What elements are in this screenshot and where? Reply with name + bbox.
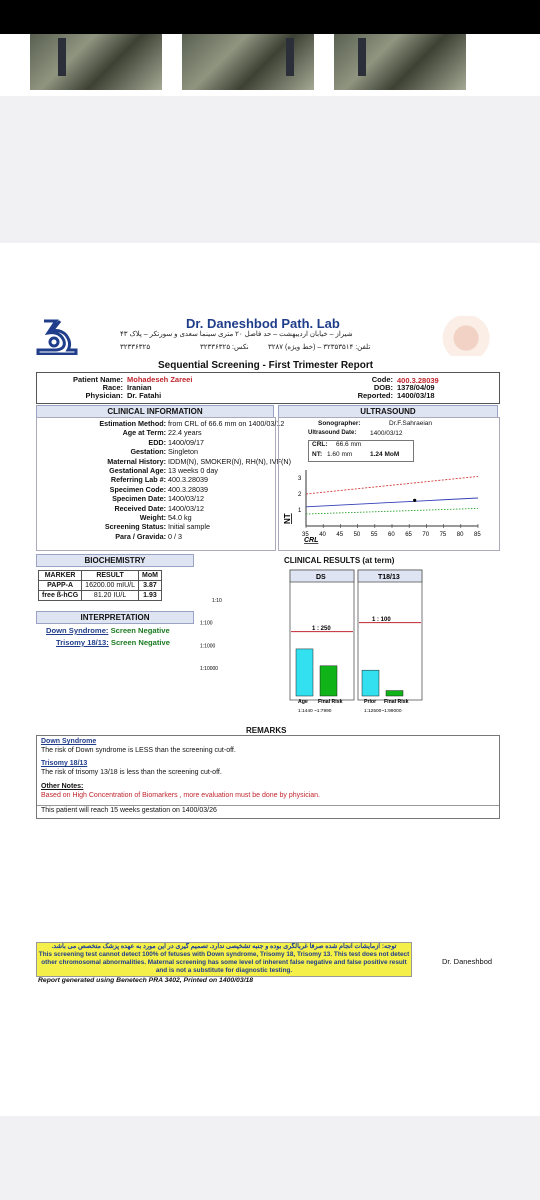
clinical-row-key: Received Date: xyxy=(114,503,166,513)
ds-bar xyxy=(296,649,313,696)
generated-note: Report generated using Benetech PRA 3402, Printed on 1400/03/18 xyxy=(38,977,254,984)
ultrasound-heading: ULTRASOUND xyxy=(278,405,498,418)
clinical-row-key: Weight: xyxy=(139,513,166,522)
clinical-row xyxy=(38,428,202,437)
nt-mom: 1.24 MoM xyxy=(370,451,400,458)
clinical-row xyxy=(38,447,198,456)
disclaimer-fa: توجه: آزمایشات انجام شده صرفا غربالگری بوده و جنبه تشخیصی ندارد. تصمیم گیری در این مورد به عهده پزشک متخصص می باشد. xyxy=(51,943,397,950)
code: 400.3.28039 xyxy=(397,376,439,385)
clinical-row-key: Specimen Code: xyxy=(109,484,166,494)
x-tick-label: 50 xyxy=(353,532,361,538)
remark-t18-text: The risk of trisomy 13/18 is less than the screening cut-off. xyxy=(41,769,222,776)
crl-label: CRL: xyxy=(312,441,328,448)
remark-t18-heading[interactable]: Trisomy 18/13 xyxy=(41,760,88,767)
sonographer-label: Sonographer: xyxy=(318,420,361,427)
reported: 1400/03/18 xyxy=(397,391,435,400)
upper-reference-line xyxy=(306,476,478,494)
t18-bar xyxy=(362,670,379,696)
crl-value: 66.6 mm xyxy=(336,441,362,448)
clinical-row xyxy=(38,466,218,475)
risk-y-tick-label: 1:10000 xyxy=(200,666,219,672)
clinical-row-key: Estimation Method: xyxy=(99,419,166,428)
t18-interpretation-label[interactable]: Trisomy 18/13: xyxy=(56,638,109,647)
clinical-row-value: from CRL of 66.6 mm on 1400/03/12 xyxy=(166,419,285,428)
t18-cutoff-label: 1 : 100 xyxy=(372,617,391,623)
col-mom: MoM xyxy=(138,571,161,581)
lab-name: Dr. Daneshbod Path. Lab xyxy=(186,316,340,331)
clinical-row-value: 0 / 3 xyxy=(166,531,182,541)
clinical-row xyxy=(38,457,291,466)
clinical-row-key: Specimen Date: xyxy=(112,494,166,504)
page-bottom-area xyxy=(0,1117,540,1200)
status-bar xyxy=(0,0,540,34)
ds-bar-label: Final Risk xyxy=(318,699,343,705)
reported-label: Reported: xyxy=(357,391,393,400)
median-reference-line xyxy=(306,498,478,507)
ds-header-label: DS xyxy=(316,574,326,581)
col-result: RESULT xyxy=(82,571,139,581)
physician-label: Physician: xyxy=(85,391,123,400)
clinical-row-value: 1400/03/12 xyxy=(166,494,204,504)
risk-y-tick-label: 1:100 xyxy=(200,620,213,627)
t18-bar-values: 1:12500~1:99000 xyxy=(364,709,402,714)
table-row: PAPP-A 16200.00 mIU/L 3.87 xyxy=(39,581,162,591)
clinical-row-value: 400.3.28039 xyxy=(166,484,208,494)
biochemistry-heading: BIOCHEMISTRY xyxy=(36,554,194,567)
x-tick-label: 55 xyxy=(370,532,378,538)
lab-logo-icon xyxy=(34,319,78,355)
clinical-row-key: Age at Term: xyxy=(122,428,166,438)
lab-fax: ۳۲۳۳۶۳۲۵ xyxy=(120,344,151,351)
t18-interpretation-result: Screen Negative xyxy=(110,638,170,647)
clinical-row xyxy=(38,475,208,484)
clinical-row-key: EDD: xyxy=(148,437,166,447)
remark-other-heading: Other Notes: xyxy=(41,783,84,790)
patient-name-label: Patient Name: xyxy=(72,375,123,384)
y-axis-label: NT xyxy=(283,513,292,524)
clinical-row-value: 22.4 years xyxy=(166,428,202,438)
nt-label: NT: xyxy=(312,451,323,458)
race-label: Race: xyxy=(102,383,123,392)
race: Iranian xyxy=(127,383,152,392)
t18-bar-label: Final Risk xyxy=(384,699,409,705)
risk-y-tick-label: 1:1000 xyxy=(200,643,216,650)
remarks-title: REMARKS xyxy=(246,726,287,735)
remark-ds-text: The risk of Down syndrome is LESS than the screening cut-off. xyxy=(41,747,236,754)
clinical-row-value: 400.3.28039 xyxy=(166,475,208,485)
clinical-row-key: Referring Lab #: xyxy=(110,475,166,485)
code-label: Code: xyxy=(371,375,393,384)
x-tick-label: 65 xyxy=(405,532,412,538)
lab-address: شیراز – خیابان اردیبهشت – حد فاصل ۲۰ متری سینما سعدی و سورتکر – پلاک ۴۳ xyxy=(120,331,353,338)
ultrasound-images-strip xyxy=(0,34,540,96)
ultrasound-image[interactable] xyxy=(334,34,466,90)
remarks-box xyxy=(36,735,500,819)
clinical-row-value: Initial sample xyxy=(166,522,210,532)
ds-bar xyxy=(320,666,337,696)
disclaimer-en: This screening test cannot detect 100% of fetuses with Down syndrome, Trisomy 18, Trisomy 13. This test does not detect other chromosomal abnormalities. Maternal screening has some level of inherent false negative and false positive result and is not a substitute for diagnostic testing. xyxy=(38,951,410,974)
clinical-row-key: Para / Gravida: xyxy=(115,531,166,541)
t18-header-label: T18/13 xyxy=(378,574,400,581)
ds-interpretation-result: Screen Negative xyxy=(110,626,170,635)
clinical-results-title: CLINICAL RESULTS (at term) xyxy=(284,556,395,565)
ds-bar-label: Age xyxy=(298,699,308,705)
x-axis-label: CRL xyxy=(304,537,319,544)
table-row: free ß-hCG 81.20 IU/L 1.93 xyxy=(39,591,162,601)
x-tick-label: 80 xyxy=(456,532,464,538)
y-tick-label: 2 xyxy=(298,492,302,498)
patient-info-box xyxy=(36,372,500,404)
clinical-row-value: 1400/03/12 xyxy=(166,503,204,513)
y-tick-label: 3 xyxy=(298,476,302,482)
clinical-row xyxy=(38,494,204,503)
t18-interpretation xyxy=(56,638,170,647)
patient-nt-point xyxy=(413,499,416,502)
clinical-row xyxy=(38,513,192,522)
disclaimer-box xyxy=(36,942,412,977)
x-tick-label: 60 xyxy=(388,532,395,538)
clinical-row-key: Screening Status: xyxy=(104,522,166,532)
clinical-row-value: 54.0 kg xyxy=(166,513,192,522)
clinical-row-value: 13 weeks 0 day xyxy=(166,466,218,475)
dob: 1378/04/09 xyxy=(397,383,435,392)
nt-crl-chart xyxy=(282,466,496,548)
x-tick-label: 75 xyxy=(439,532,447,538)
x-tick-label: 40 xyxy=(319,532,326,538)
risk-y-tick-label: 1:10 xyxy=(212,598,222,604)
report-title: Sequential Screening - First Trimester Report xyxy=(158,360,374,371)
remark-other-text: Based on High Concentration of Biomarkers , more evaluation must be done by physician. xyxy=(41,792,320,799)
ultrasound-date: 1400/03/12 xyxy=(370,430,403,437)
signature: Dr. Daneshbod xyxy=(442,957,493,966)
nt-value: 1.60 mm xyxy=(327,451,353,458)
interpretation-heading: INTERPRETATION xyxy=(36,611,194,624)
col-marker: MARKER xyxy=(39,571,82,581)
clinical-info-heading: CLINICAL INFORMATION xyxy=(36,405,274,418)
clinical-row xyxy=(38,532,182,541)
t18-bar-label: Prior xyxy=(364,699,377,705)
biochemistry-table xyxy=(38,570,162,601)
risk-chart xyxy=(196,568,498,716)
clinical-row-value: IDDM(N), SMOKER(N), RH(N), IVF(N) xyxy=(166,456,291,466)
x-tick-label: 35 xyxy=(302,532,309,538)
clinical-row-value: Singleton xyxy=(166,447,198,457)
dob-label: DOB: xyxy=(373,383,393,392)
clinical-row xyxy=(38,504,204,513)
ds-interpretation-label[interactable]: Down Syndrome: xyxy=(46,626,109,635)
x-tick-label: 70 xyxy=(422,532,430,538)
t18-bar xyxy=(386,691,403,696)
ds-cutoff-label: 1 : 250 xyxy=(312,626,331,632)
mother-baby-photo xyxy=(440,316,498,356)
clinical-row xyxy=(38,485,208,494)
ds-interpretation xyxy=(46,626,170,635)
ultrasound-image[interactable] xyxy=(30,34,162,90)
ultrasound-image[interactable] xyxy=(182,34,314,90)
lab-fax-label: نکس: ۳۲۳۳۶۳۲۵ xyxy=(200,344,249,351)
clinical-row-key: Gestation: xyxy=(130,447,166,457)
clinical-row-value: 1400/09/17 xyxy=(166,437,204,447)
lower-reference-line xyxy=(306,508,478,514)
clinical-row xyxy=(38,522,210,531)
x-tick-label: 45 xyxy=(336,532,344,538)
clinical-row xyxy=(38,438,204,447)
clinical-row xyxy=(38,419,284,428)
clinical-row-key: Maternal History: xyxy=(107,456,166,466)
y-tick-label: 1 xyxy=(298,508,302,514)
remark-weeks-text: This patient will reach 15 weeks gestation on 1400/03/26 xyxy=(37,805,499,814)
physician: Dr. Fatahi xyxy=(127,391,162,400)
sonographer: Dr.F.Sahraeian xyxy=(389,420,432,427)
ultrasound-date-label: Ultrasound Date: xyxy=(308,430,357,436)
clinical-row-key: Gestational Age: xyxy=(109,466,166,475)
patient-name: Mohadeseh Zareei xyxy=(127,375,193,384)
x-tick-label: 85 xyxy=(474,532,481,538)
lab-phone: تلفن: ۳۲۳۵۳۵۱۴ – (خط ویژه) ۳۲۸۷ xyxy=(268,344,371,351)
ds-bar-values: 1:1440 ~1:7990 xyxy=(298,709,332,714)
remark-ds-heading[interactable]: Down Syndrome xyxy=(41,738,97,745)
